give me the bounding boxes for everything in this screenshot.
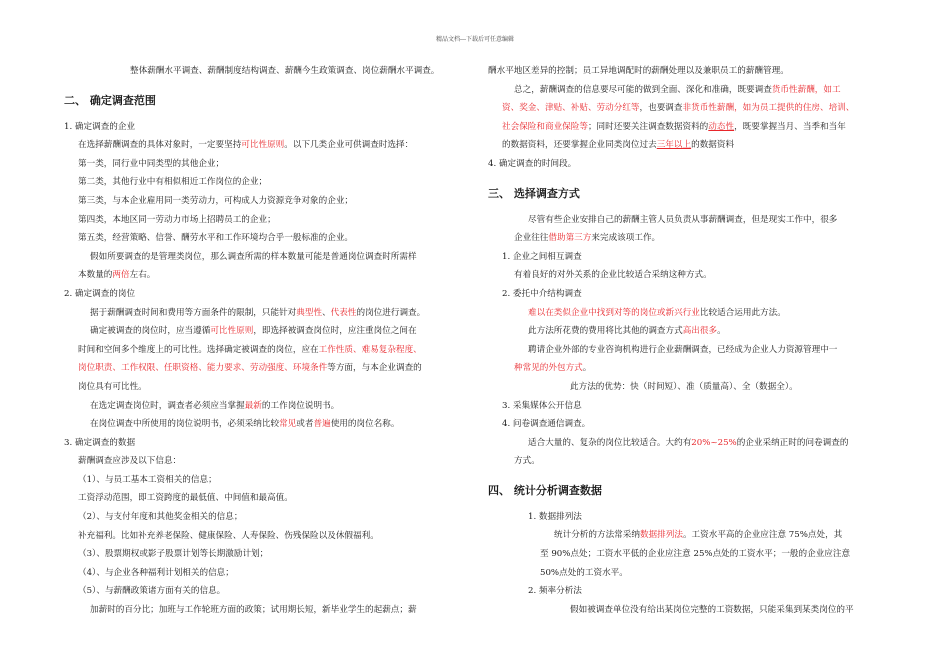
analysis-heading-2: 2. 频率分析法 bbox=[528, 586, 582, 597]
paragraph-line: 此方法所花费的费用将比其他的调查方式高出很多。 bbox=[528, 326, 726, 337]
item-heading-3: 3. 确定调查的数据 bbox=[64, 437, 136, 448]
right-column bbox=[488, 62, 893, 619]
paragraph-line: 在选定调查岗位时，调查者必须应当掌握最新的工作岗位说明书。 bbox=[90, 400, 340, 411]
paragraph-line: 统计分析的方法常采纳数据排列法。工资水平高的企业应注意 75%点处，其 bbox=[554, 530, 843, 541]
method-heading-1: 1. 企业之间相互调查 bbox=[502, 251, 582, 262]
list-item: （4）、与企业各种福利计划相关的信息； bbox=[78, 567, 234, 578]
paragraph-line: 方式。 bbox=[514, 456, 540, 467]
paragraph-line: 资、奖金、津贴、补贴、劳动分红等，也要调查非货币性薪酬，如为员工提供的住房、培训、 bbox=[502, 103, 855, 114]
method-heading-2: 2. 委托中介结构调查 bbox=[502, 288, 582, 299]
list-item: （5）、与薪酬政策诸方面有关的信息。 bbox=[78, 586, 226, 597]
paragraph-line: 尽管有些企业安排自己的薪酬主管人员负责从事薪酬调查，但是现实工作中，很多 bbox=[528, 214, 838, 225]
item-heading-4: 4. 确定调查的时间段。 bbox=[488, 158, 577, 169]
intro-line: 整体薪酬水平调查、薪酬制度结构调查、薪酬今生政策调查、岗位薪酬水平调查。 bbox=[130, 66, 440, 76]
item-heading-1: 1. 确定调查的企业 bbox=[64, 121, 136, 132]
list-item: 第三类，与本企业雇用同一类劳动力，可构成人力资源竞争对象的企业； bbox=[78, 195, 354, 206]
paragraph-line: 难以在类似企业中找到对等的岗位或新兴行业比较适合运用此方法。 bbox=[528, 307, 786, 318]
paragraph-line: 假如被调查单位没有给出某岗位完整的工资数据，只能采集到某类岗位的平 bbox=[570, 604, 854, 615]
section-title-3: 三、 选择调查方式 bbox=[488, 186, 580, 200]
paragraph-line: 社会保险和商业保险等；同时还要关注调查数据资料的动态性，既要掌握当月、当季和当年 bbox=[502, 121, 846, 132]
paragraph-line: 在选择薪酬调查的具体对象时，一定要坚持可比性原则。以下几类企业可供调查时选择： bbox=[78, 140, 414, 151]
page-header: 精品文档---下载后可任意编辑 bbox=[435, 36, 515, 43]
paragraph-line: 确定被调查的岗位时，应当遵循可比性原则，即选择被调查岗位时，应注重岗位之间在 bbox=[90, 326, 417, 337]
analysis-heading-1: 1. 数据排列法 bbox=[528, 511, 582, 522]
paragraph-line: 此方法的优势：快（时间短）、准（质量高）、全（数据全）。 bbox=[570, 381, 798, 392]
paragraph-line: 聘请企业外部的专业咨询机构进行企业薪酬调查，已经成为企业人力资源管理中一 bbox=[528, 344, 838, 355]
list-item: （1）、与员工基本工资相关的信息； bbox=[78, 474, 217, 485]
paragraph-line: 酬水平地区差异的控制；员工异地调配时的薪酬处理以及兼职员工的薪酬管理。 bbox=[488, 66, 789, 76]
paragraph-line: 在岗位调查中所使用的岗位说明书，必须采纳比较常见或者普遍使用的岗位名称。 bbox=[90, 419, 400, 430]
paragraph-line: 的数据资料，还要掌握企业同类岗位过去三年以上的数据资料 bbox=[502, 140, 735, 151]
section-title-2: 二、 确定调查范围 bbox=[64, 93, 156, 107]
paragraph-line: 补充福利。比如补充养老保险、健康保险、人寿保险、伤残保险以及休假福利。 bbox=[78, 530, 379, 541]
paragraph-line: 企业往往借助第三方来完成该项工作。 bbox=[514, 233, 661, 244]
paragraph-line: 50%点处的工资水平。 bbox=[540, 567, 628, 578]
paragraph-line: 据于薪酬调查时间和费用等方面条件的限制，只能针对典型性、代表性的岗位进行调查。 bbox=[90, 307, 426, 318]
item-heading-2: 2. 确定调查的岗位 bbox=[64, 288, 136, 299]
paragraph-line: 工资浮动范围，即工资跨度的最低值、中间值和最高值。 bbox=[78, 493, 293, 504]
list-item: 第五类，经营策略、信誉、酬劳水平和工作环境均合乎一般标准的企业。 bbox=[78, 233, 354, 244]
paragraph-line: 有着良好的对外关系的企业比较适合采纳这种方式。 bbox=[514, 270, 712, 281]
list-item: 第二类，其他行业中有相似相近工作岗位的企业； bbox=[78, 177, 268, 188]
paragraph-line: 至 90%点处；工资水平低的企业应注意 25%点处的工资水平；一般的企业应注意 bbox=[540, 549, 851, 560]
method-heading-3: 3. 采集媒体公开信息 bbox=[502, 400, 582, 411]
paragraph-line: 岗位具有可比性。 bbox=[78, 381, 147, 392]
paragraph-line: 适合大量的、复杂的岗位比较适合。大约有20%~25%的企业采纳正时的问卷调查的 bbox=[528, 437, 849, 448]
section-title-4: 四、 统计分析调查数据 bbox=[488, 483, 602, 497]
list-item: （2）、与支付年度和其他奖金相关的信息； bbox=[78, 512, 243, 523]
method-heading-4: 4. 问卷调查通信调查。 bbox=[502, 419, 591, 430]
paragraph-line: 假如所要调查的是管理类岗位，那么调查所需的样本数量可能是普通岗位调查时所需样 bbox=[90, 251, 417, 262]
paragraph-line: 本数量的两倍左右。 bbox=[78, 270, 156, 281]
paragraph-line: 时间和空间多个维度上的可比性。选择确定被调查的岗位，应在工作性质、难易复杂程度、 bbox=[78, 344, 422, 355]
paragraph-line: 种常见的外包方式。 bbox=[514, 363, 592, 374]
paragraph-line: 加薪时的百分比；加班与工作轮班方面的政策；试用期长短，新毕业学生的起薪点；薪 bbox=[90, 605, 417, 616]
paragraph-line: 岗位职责、工作权限、任职资格、能力要求、劳动强度、环境条件等方面，与本企业调查的 bbox=[78, 363, 422, 374]
paragraph-line: 薪酬调查应涉及以下信息： bbox=[78, 456, 182, 467]
left-column bbox=[64, 62, 474, 620]
list-item: 第四类，本地区同一劳动力市场上招聘员工的企业； bbox=[78, 214, 276, 225]
paragraph-line: 总之，薪酬调查的信息要尽可能的做到全面、深化和准确，既要调查货币性薪酬，如工 bbox=[514, 84, 841, 95]
list-item: （3）、股票期权或影子股票计划等长期激励计划； bbox=[78, 549, 269, 560]
list-item: 第一类，同行业中同类型的其他企业； bbox=[78, 158, 225, 169]
